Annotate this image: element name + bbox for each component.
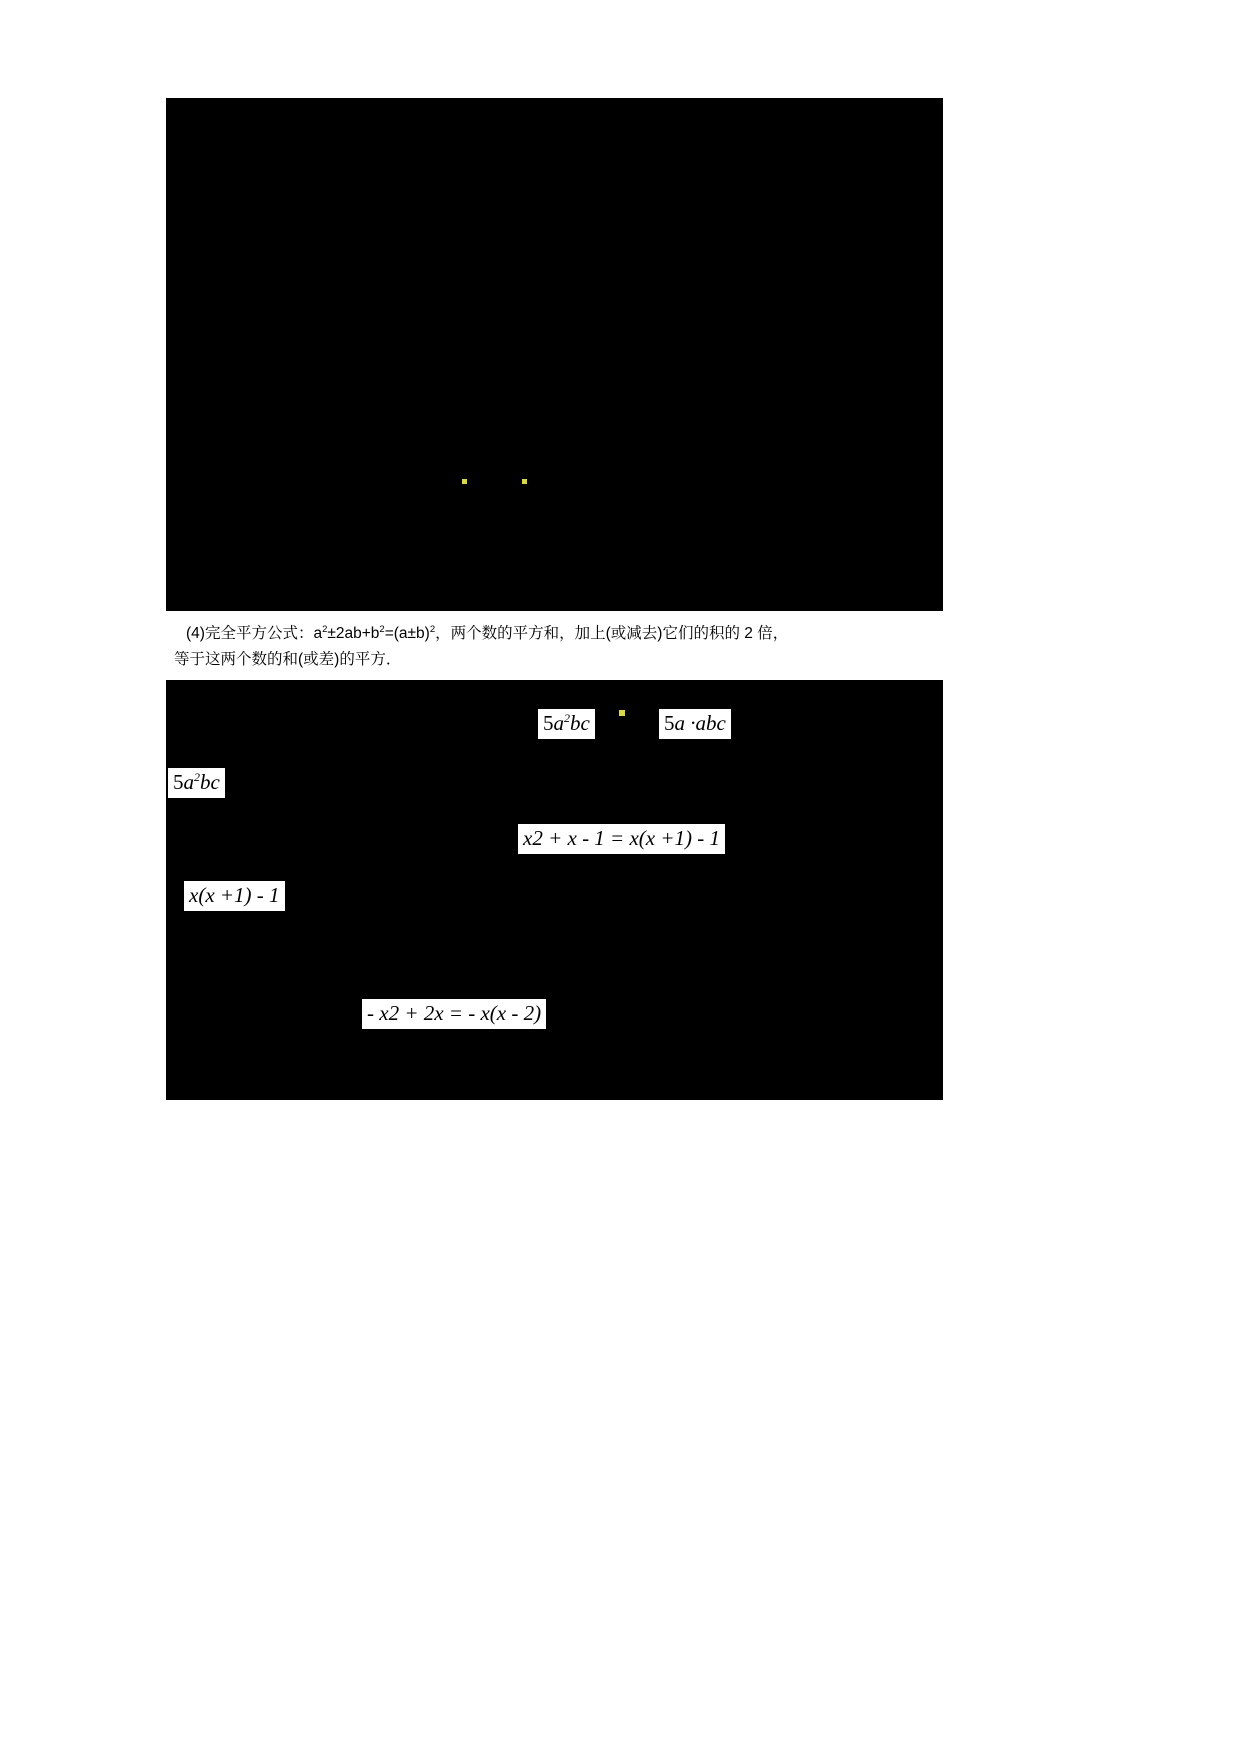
formula-exponent-3: 2 — [429, 624, 436, 635]
formula-text-mid-2: =(a±b) — [384, 625, 430, 643]
formula-exponent-1: 2 — [322, 624, 328, 635]
math-equation-chip — [518, 824, 725, 854]
math-expression-chip — [659, 709, 731, 739]
artifact-speck-icon — [462, 479, 467, 484]
artifact-speck-icon — [522, 479, 527, 484]
document-page — [166, 98, 943, 1100]
formula-paragraph — [166, 611, 943, 680]
math-variable: a — [674, 711, 685, 735]
formula-paragraph-line-1 — [174, 617, 935, 647]
math-coefficient: 5 — [543, 711, 554, 735]
math-expression-chip — [184, 881, 285, 911]
math-expression-text: x(x +1) - 1 — [189, 883, 280, 907]
formula-text-mid-1: ±2ab+b — [327, 625, 380, 643]
artifact-speck-icon — [619, 710, 625, 716]
math-coefficient: 5 — [664, 711, 675, 735]
formula-exponent-2: 2 — [379, 624, 385, 635]
math-expression-chip — [168, 768, 225, 798]
math-tail: bc — [570, 711, 590, 735]
formula-text-tail: ，两个数的平方和，加上(或减去)它们的积的 2 倍， — [435, 625, 789, 643]
math-exponent: 2 — [564, 711, 570, 725]
formula-text-prefix: (4)完全平方公式：a — [186, 625, 323, 643]
formula-paragraph-line-2: 等于这两个数的和(或差)的平方． — [174, 651, 402, 669]
math-coefficient: 5 — [173, 770, 184, 794]
math-variable: a — [553, 711, 564, 735]
math-exponent: 2 — [194, 770, 200, 784]
math-equation-text: - x2 + 2x = - x(x - 2) — [367, 1001, 542, 1025]
math-tail: ·abc — [685, 711, 726, 735]
math-variable: a — [183, 770, 194, 794]
math-tail: bc — [200, 770, 220, 794]
math-equation-text: x2 + x - 1 = x(x +1) - 1 — [523, 826, 721, 850]
math-expression-chip — [538, 709, 595, 739]
math-equation-chip — [362, 999, 546, 1029]
